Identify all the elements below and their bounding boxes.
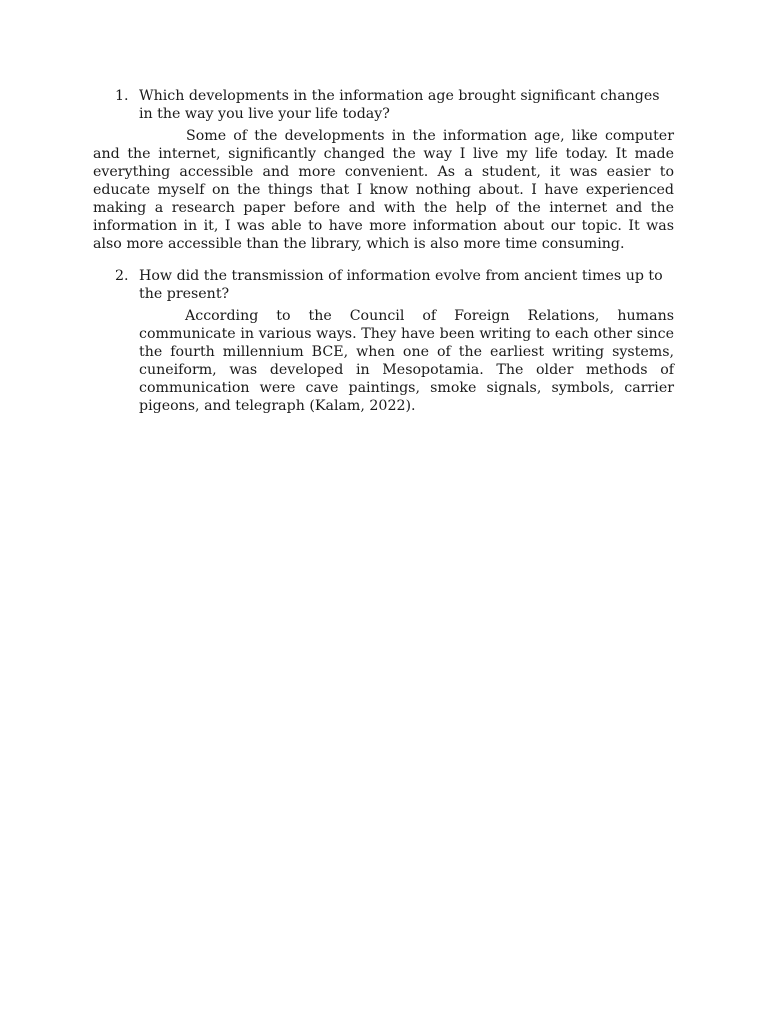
answer-1: Some of the developments in the information age, like computer and the internet, significantly changed the way I live my life today. It made everything accessible and more convenient. As a student, it was easier to educate myself on the things that I know nothing about. I have experienced making a research paper before and with the help of the internet and the information in it, I was able to have more information about our topic. It was also more accessible than the library, which is also more time consuming. [93, 128, 674, 252]
question-text: Which developments in the information age brought significant changes in the way you live your life today? [139, 88, 660, 122]
question-number: 1. [115, 88, 129, 104]
question-text: How did the transmission of information evolve from ancient times up to the present? [139, 268, 663, 302]
answer-2: According to the Council of Foreign Relations, humans communicate in various ways. They have been writing to each other since the fourth millennium BCE, when one of the earliest writing systems, cuneiform, was developed in Mesopotamia. The older methods of communication were cave paintings, smoke signals, symbols, carrier pigeons, and telegraph (Kalam, 2022). [139, 308, 674, 414]
question-block-2 [93, 267, 674, 415]
question-1 [93, 87, 674, 123]
question-2 [93, 267, 674, 303]
question-block-1 [93, 87, 674, 253]
question-number: 2. [115, 268, 129, 284]
